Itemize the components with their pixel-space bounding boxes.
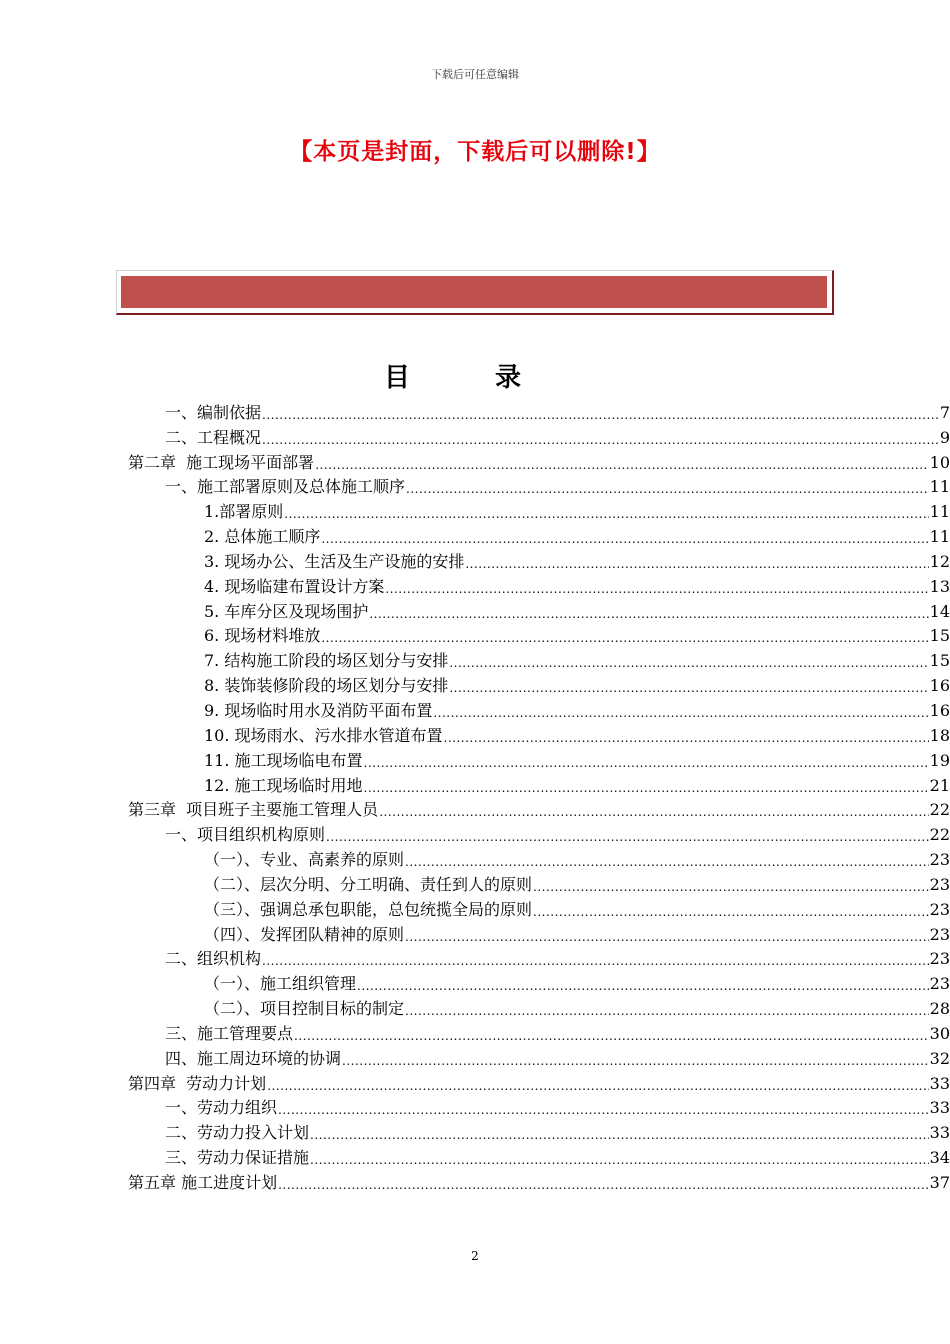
toc-entry-text: 一、施工部署原则及总体施工顺序 <box>165 477 406 497</box>
toc-entry-page: 7 <box>939 402 950 422</box>
toc-entry[interactable] <box>0 820 950 845</box>
toc-entry-page: 19 <box>929 750 950 770</box>
toc-entry-text: 6. 现场材料堆放 <box>204 626 321 646</box>
toc-entry-text: 9. 现场临时用水及消防平面布置 <box>204 700 433 720</box>
toc-entry-text: 3. 现场办公、生活及生产设施的安排 <box>204 551 465 571</box>
toc-entry-leader <box>310 1152 929 1168</box>
toc-entry-text: 二、工程概况 <box>165 427 262 447</box>
toc-entry-page: 23 <box>929 874 950 894</box>
toc-entry-page: 22 <box>929 825 950 845</box>
toc-title: 目 录 <box>383 363 560 393</box>
toc-entry-page: 23 <box>929 899 950 919</box>
toc-entry[interactable] <box>0 1044 950 1069</box>
toc-entry[interactable] <box>0 572 950 597</box>
toc-entry[interactable] <box>0 473 950 498</box>
toc-entry-leader <box>533 904 929 920</box>
toc-entry[interactable] <box>0 398 950 423</box>
toc-entry[interactable] <box>0 796 950 821</box>
toc-entry-leader <box>405 854 929 870</box>
toc-entry-text: 5. 车库分区及现场围护 <box>204 601 369 621</box>
toc-entry-leader <box>262 432 939 448</box>
toc-entry-page: 32 <box>929 1048 950 1068</box>
toc-entry-leader <box>262 953 929 969</box>
toc-entry-text: 二、组织机构 <box>165 949 262 969</box>
toc-entry[interactable] <box>0 771 950 796</box>
toc-entry-text: 1.部署原则 <box>204 502 284 522</box>
toc-entry-page: 16 <box>929 676 950 696</box>
toc-entry[interactable] <box>0 547 950 572</box>
toc-entry-page: 9 <box>939 427 950 447</box>
toc-entry-page: 23 <box>929 949 950 969</box>
toc-entry-text: 三、施工管理要点 <box>165 1023 294 1043</box>
toc-entry-text: 8. 装饰装修阶段的场区划分与安排 <box>204 676 449 696</box>
toc-entry-leader <box>364 780 929 796</box>
toc-entry[interactable] <box>0 522 950 547</box>
table-of-contents <box>0 398 950 1193</box>
toc-entry-page: 23 <box>929 974 950 994</box>
toc-entry-text: 第三章 项目班子主要施工管理人员 <box>128 800 379 820</box>
toc-entry-leader <box>406 481 929 497</box>
toc-entry-page: 15 <box>929 651 950 671</box>
toc-entry-leader <box>342 1053 929 1069</box>
toc-entry-leader <box>369 606 928 622</box>
cover-banner <box>116 270 834 315</box>
toc-entry[interactable] <box>0 1168 950 1193</box>
toc-entry[interactable] <box>0 721 950 746</box>
toc-entry-page: 11 <box>929 502 950 522</box>
toc-entry-leader <box>278 1177 929 1193</box>
toc-entry-page: 37 <box>929 1173 950 1192</box>
toc-entry-page: 30 <box>929 1023 950 1043</box>
toc-entry-page: 33 <box>929 1098 950 1118</box>
toc-entry-text: 四、施工周边环境的协调 <box>165 1048 342 1068</box>
toc-entry-leader <box>433 705 928 721</box>
toc-entry-leader <box>385 581 928 597</box>
toc-entry-leader <box>444 730 929 746</box>
toc-entry[interactable] <box>0 646 950 671</box>
toc-entry-leader <box>379 804 928 820</box>
toc-entry-text: （一）、专业、高素养的原则 <box>204 850 405 870</box>
toc-entry[interactable] <box>0 1069 950 1094</box>
toc-entry[interactable] <box>0 448 950 473</box>
toc-entry[interactable] <box>0 1143 950 1168</box>
toc-entry-page: 10 <box>929 452 950 472</box>
toc-entry[interactable] <box>0 994 950 1019</box>
toc-entry[interactable] <box>0 920 950 945</box>
toc-entry-text: 4. 现场临建布置设计方案 <box>204 576 385 596</box>
toc-entry-text: （二）、层次分明、分工明确、责任到人的原则 <box>204 874 533 894</box>
toc-entry-page: 21 <box>929 775 950 795</box>
toc-entry-text: 11. 施工现场临电布置 <box>204 750 363 770</box>
toc-entry[interactable] <box>0 1019 950 1044</box>
toc-entry-page: 33 <box>929 1123 950 1143</box>
toc-entry-text: 第五章 施工进度计划 <box>128 1173 278 1192</box>
toc-entry-page: 33 <box>929 1073 950 1093</box>
toc-entry-leader <box>278 1102 929 1118</box>
toc-entry[interactable] <box>0 423 950 448</box>
toc-entry[interactable] <box>0 671 950 696</box>
toc-entry-text: 二、劳动力投入计划 <box>165 1123 310 1143</box>
toc-entry-page: 13 <box>929 576 950 596</box>
toc-entry-page: 12 <box>929 551 950 571</box>
toc-entry-leader <box>405 1003 929 1019</box>
toc-entry-text: 10. 现场雨水、污水排水管道布置 <box>204 725 443 745</box>
toc-entry-leader <box>262 407 939 423</box>
toc-entry-text: （四）、发挥团队精神的原则 <box>204 924 405 944</box>
toc-entry[interactable] <box>0 1118 950 1143</box>
toc-entry-leader <box>326 829 929 845</box>
toc-entry-leader <box>321 531 928 547</box>
cover-banner-fill <box>121 276 827 308</box>
toc-entry-page: 18 <box>929 725 950 745</box>
toc-entry-leader <box>267 1078 928 1094</box>
toc-entry-leader <box>449 680 928 696</box>
toc-entry-text: 一、编制依据 <box>165 402 262 422</box>
toc-entry[interactable] <box>0 969 950 994</box>
toc-entry-text: 一、项目组织机构原则 <box>165 825 326 845</box>
toc-entry-leader <box>284 506 928 522</box>
toc-entry[interactable] <box>0 845 950 870</box>
toc-entry-text: 12. 施工现场临时用地 <box>204 775 363 795</box>
toc-entry-text: 第四章 劳动力计划 <box>128 1073 267 1093</box>
toc-entry-leader <box>310 1127 929 1143</box>
toc-entry-leader <box>364 755 929 771</box>
toc-entry-text: 第二章 施工现场平面部署 <box>128 452 315 472</box>
toc-entry-leader <box>533 879 929 895</box>
toc-entry-page: 28 <box>929 999 950 1019</box>
toc-entry[interactable] <box>0 870 950 895</box>
toc-entry[interactable] <box>0 497 950 522</box>
toc-entry-leader <box>405 929 929 945</box>
toc-entry-text: （二）、项目控制目标的制定 <box>204 999 405 1019</box>
toc-entry-page: 23 <box>929 850 950 870</box>
cover-notice: 【本页是封面，下载后可以删除!】 <box>289 139 661 165</box>
toc-entry-page: 11 <box>929 527 950 547</box>
toc-entry-text: 7. 结构施工阶段的场区划分与安排 <box>204 651 449 671</box>
toc-entry[interactable] <box>0 622 950 647</box>
toc-entry-page: 23 <box>929 924 950 944</box>
toc-entry-leader <box>321 630 928 646</box>
toc-entry-text: 2. 总体施工顺序 <box>204 527 321 547</box>
toc-entry[interactable] <box>0 746 950 771</box>
toc-entry[interactable] <box>0 696 950 721</box>
page-number: 2 <box>471 1249 479 1263</box>
toc-entry-page: 22 <box>929 800 950 820</box>
toc-entry-leader <box>449 655 928 671</box>
toc-entry[interactable] <box>0 895 950 920</box>
toc-entry-leader <box>465 556 928 572</box>
toc-entry-text: （三）、强调总承包职能，总包统揽全局的原则 <box>204 899 533 919</box>
toc-entry-leader <box>357 978 929 994</box>
toc-entry-leader <box>294 1028 929 1044</box>
toc-entry-page: 16 <box>929 700 950 720</box>
toc-entry[interactable] <box>0 597 950 622</box>
toc-entry-leader <box>315 457 928 473</box>
toc-entry[interactable] <box>0 945 950 970</box>
toc-entry-text: 一、劳动力组织 <box>165 1098 278 1118</box>
header-note: 下载后可任意编辑 <box>431 68 519 81</box>
toc-entry-text: （一）、施工组织管理 <box>204 974 357 994</box>
toc-entry-page: 15 <box>929 626 950 646</box>
toc-entry[interactable] <box>0 1094 950 1119</box>
toc-entry-page: 14 <box>929 601 950 621</box>
toc-entry-page: 11 <box>929 477 950 497</box>
toc-entry-page: 34 <box>929 1148 950 1168</box>
toc-entry-text: 三、劳动力保证措施 <box>165 1148 310 1168</box>
